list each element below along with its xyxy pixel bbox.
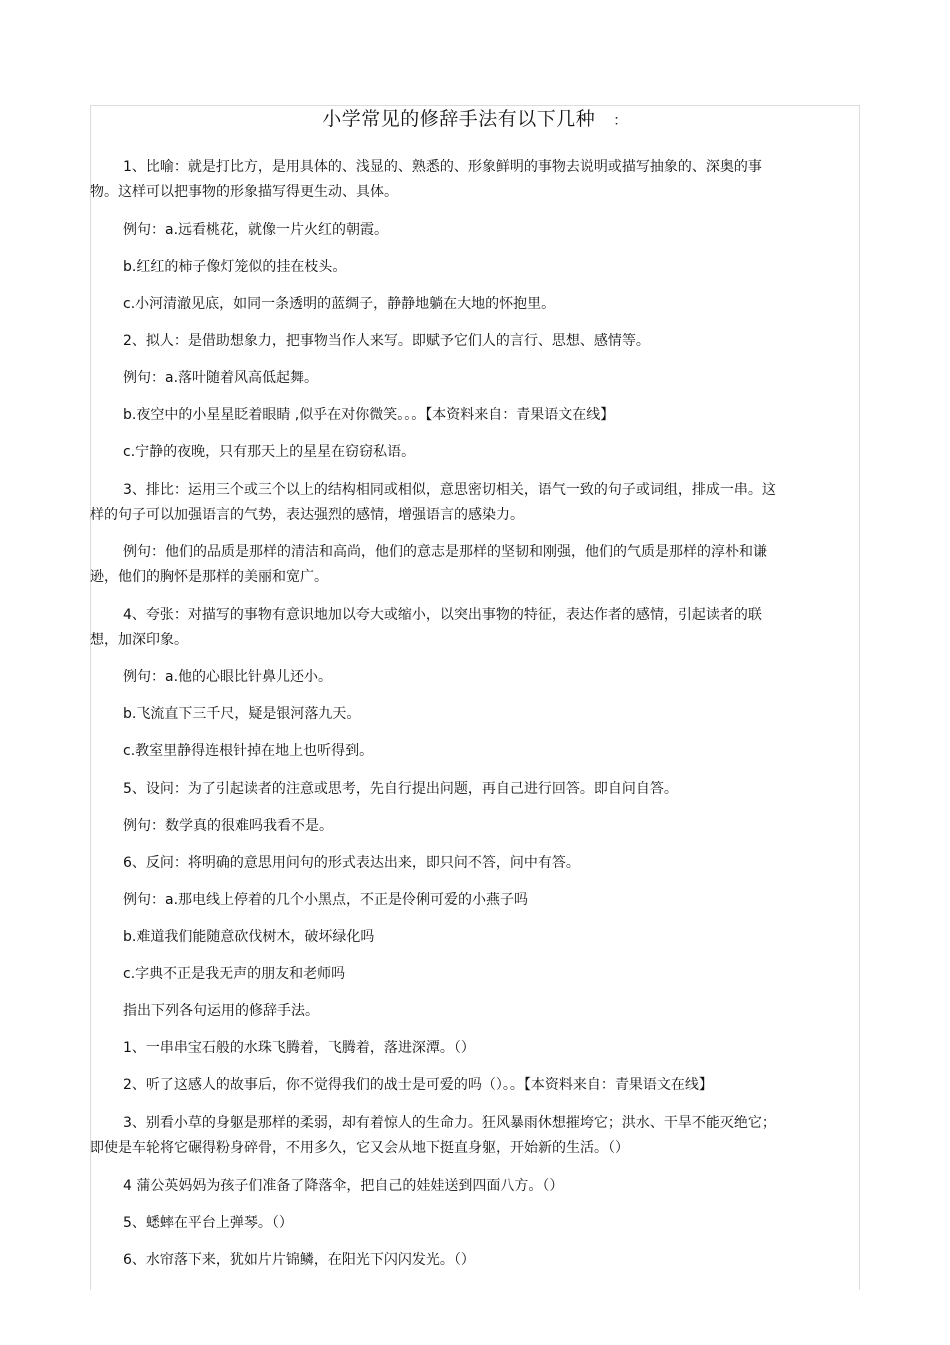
paragraph-personification: 2、拟人：是借助想象力，把事物当作人来写。即赋予它们人的言行、思想、感情等。 [123, 333, 650, 349]
example-metaphor-a: 例句：a.远看桃花，就像一片火红的朝霞。 [123, 222, 389, 238]
example-metaphor-b: b.红红的柿子像灯笼似的挂在枝头。 [123, 259, 347, 275]
paragraph-rhetorical-question-self: 5、设问：为了引起读者的注意或思考，先自行提出问题，再自己进行回答。即自问自答。 [123, 781, 678, 797]
document-title-line [0, 104, 950, 131]
example-rhetorical-question-self: 例句：数学真的很难吗我看不是。 [123, 818, 333, 834]
example-hyperbole-c: c.教室里静得连根针掉在地上也听得到。 [123, 743, 374, 759]
exercise-6: 6、水帘落下来，犹如片片锦鳞，在阳光下闪闪发光。（） [123, 1252, 475, 1268]
exercise-2: 2、听了这感人的故事后，你不觉得我们的战士是可爱的吗（）。。【本资料来自：青果语文在线】 [123, 1077, 713, 1093]
exercise-4: 4 蒲公英妈妈为孩子们准备了降落伞，把自己的娃娃送到四面八方。（） [123, 1178, 564, 1194]
title-colon: ： [613, 113, 628, 129]
example-personification-c: c.宁静的夜晚，只有那天上的星星在窃窃私语。 [123, 444, 416, 460]
exercise-instruction: 指出下列各句运用的修辞手法。 [123, 1003, 319, 1019]
example-rhetorical-question-c: c.字典不正是我无声的朋友和老师吗 [123, 966, 346, 982]
example-personification-b: b.夜空中的小星星眨着眼睛 ,似乎在对你微笑。。。【本资料来自：青果语文在线】 [123, 407, 615, 423]
example-rhetorical-question-b: b.难道我们能随意砍伐树木，破坏绿化吗 [123, 929, 375, 945]
example-rhetorical-question-a: 例句：a.那电线上停着的几个小黑点，不正是伶俐可爱的小燕子吗 [123, 892, 529, 908]
exercise-1: 1、一串串宝石般的水珠飞腾着，飞腾着，落进深潭。（） [123, 1040, 475, 1056]
paragraph-metaphor: 1、比喻：就是打比方，是用具体的、浅显的、熟悉的、形象鲜明的事物去说明或描写抽象的、深奥的事物。这样可以把事物的形象描写得更生动、具体。 [90, 159, 762, 200]
example-hyperbole-a: 例句：a.他的心眼比针鼻儿还小。 [123, 669, 333, 685]
exercise-3: 3、别看小草的身躯是那样的柔弱，却有着惊人的生命力。狂风暴雨休想摧垮它；洪水、干旱不能灭绝它；即使是车轮将它碾得粉身碎骨，不用多久，它又会从地下挺直身躯，开始新的生活。（） [90, 1115, 776, 1156]
example-personification-a: 例句：a.落叶随着风高低起舞。 [123, 370, 319, 386]
example-hyperbole-b: b.飞流直下三千尺，疑是银河落九天。 [123, 706, 361, 722]
example-parallelism: 例句：他们的品质是那样的清洁和高尚，他们的意志是那样的坚韧和刚强，他们的气质是那样的淳朴和谦逊，他们的胸怀是那样的美丽和宽广。 [90, 544, 767, 585]
paragraph-rhetorical-question: 6、反问：将明确的意思用问句的形式表达出来，即只问不答，问中有答。 [123, 855, 580, 871]
document-title: 小学常见的修辞手法有以下几种 [322, 108, 596, 130]
example-metaphor-c: c.小河清澈见底，如同一条透明的蓝绸子，静静地躺在大地的怀抱里。 [123, 296, 556, 312]
paragraph-parallelism: 3、排比：运用三个或三个以上的结构相同或相似，意思密切相关，语气一致的句子或词组，排成一串。这样的句子可以加强语言的气势，表达强烈的感情，增强语言的感染力。 [90, 482, 776, 523]
exercise-5: 5、蟋蟀在平台上弹琴。（） [123, 1215, 293, 1231]
paragraph-hyperbole: 4、夸张：对描写的事物有意识地加以夸大或缩小，以突出事物的特征，表达作者的感情，引起读者的联想，加深印象。 [90, 607, 762, 648]
